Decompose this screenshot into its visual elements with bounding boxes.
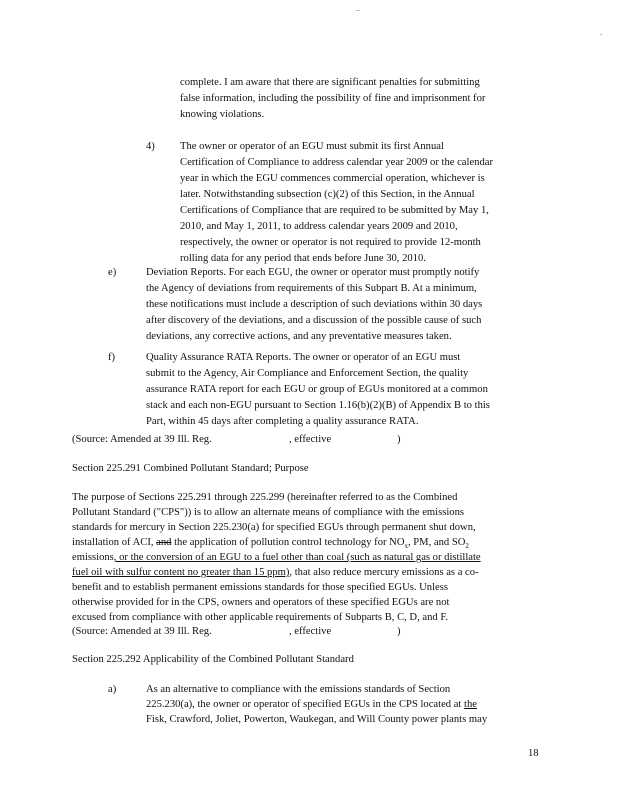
text-line: later. Notwithstanding subsection (c)(2) of this Section, in the Annual <box>180 189 475 200</box>
text-line: knowing violations. <box>180 109 265 120</box>
section-heading: Section 225.292 Applicability of the Combined Pollutant Standard <box>72 654 354 665</box>
text-line: As an alternative to compliance with the emissions standards of Section <box>146 684 451 695</box>
source-close: ) <box>397 626 401 637</box>
source-text: (Source: Amended at 39 Ill. Reg. <box>72 626 212 637</box>
text-line: 2010, and May 1, 2011, to address calendar years 2009 and 2010, <box>180 221 458 232</box>
subsection-label: a) <box>108 684 117 695</box>
text-line: year in which the EGU commences commercial operation, whichever is <box>180 173 485 184</box>
text-line: complete. I am aware that there are significant penalties for submitting <box>180 77 480 88</box>
text-line: excused from compliance with other applicable requirements of Subparts B, C, D, and F. <box>72 612 449 623</box>
text-line: false information, including the possibility of fine and imprisonment for <box>180 93 486 104</box>
text-line: benefit and to establish permanent emissions standards for those specified EGUs. Unless <box>72 582 448 593</box>
text-line: Part, within 45 days after completing a quality assurance RATA. <box>146 416 419 427</box>
text-run: installation of ACI, <box>72 537 157 548</box>
source-effective: , effective <box>289 626 332 637</box>
section-heading: Section 225.291 Combined Pollutant Standard; Purpose <box>72 463 309 474</box>
inserted-text: fuel oil with sulfur content no greater than 15 ppm) <box>72 567 290 578</box>
text-line: otherwise provided for in the CPS, owners and operators of these specified EGUs are not <box>72 597 450 608</box>
subsection-label: e) <box>108 267 117 278</box>
text-run: emissions <box>72 552 114 563</box>
text-line <box>72 565 479 580</box>
text-line: assurance RATA report for each EGU or group of EGUs monitored at a common <box>146 384 488 395</box>
margin-mark: . <box>600 28 602 37</box>
text-line: stack and each non-EGU pursuant to Section 1.16(b)(2)(B) of Appendix B to this <box>146 400 490 411</box>
source-effective: , effective <box>289 434 332 445</box>
text-line: standards for mercury in Section 225.230(a) for specified EGUs through permanent shut down, <box>72 522 476 533</box>
subsection-label: 4) <box>146 141 155 152</box>
text-line <box>72 550 481 565</box>
text-run: , that also reduce mercury emissions as a co- <box>289 567 479 578</box>
text-line: Deviation Reports. For each EGU, the owner or operator must promptly notify <box>146 267 480 278</box>
text-line: respectively, the owner or operator is not required to provide 12-month <box>180 237 481 248</box>
text-line <box>146 697 477 712</box>
text-line: after discovery of the deviations, and a discussion of the possible cause of such <box>146 315 482 326</box>
text-line: Certification of Compliance to address calendar year 2009 or the calendar <box>180 157 493 168</box>
text-line: the Agency of deviations from requirements of this Subpart B. At a minimum, <box>146 283 477 294</box>
text-line: rolling data for any period that ends before June 30, 2010. <box>180 253 426 264</box>
subscript: x <box>404 542 408 551</box>
text-line: submit to the Agency, Air Compliance and Enforcement Section, the quality <box>146 368 469 379</box>
text-line: deviations, any corrective actions, and any preventative measures taken. <box>146 331 452 342</box>
header-mark: .. <box>356 4 360 13</box>
text-run: 225.230(a), the owner or operator of specified EGUs in the CPS located at <box>146 699 465 710</box>
text-line: Fisk, Crawford, Joliet, Powerton, Waukegan, and Will County power plants may <box>146 714 488 725</box>
text-line: Quality Assurance RATA Reports. The owner or operator of an EGU must <box>146 352 461 363</box>
text-line: The purpose of Sections 225.291 through 225.299 (hereinafter referred to as the Combined <box>72 492 458 503</box>
inserted-text: the <box>464 699 477 710</box>
page-number: 18 <box>528 748 539 759</box>
text-run: , PM, and SO <box>407 537 466 548</box>
text-line: Pollutant Standard ("CPS")) is to allow an alternate means of compliance with the emissions <box>72 507 465 518</box>
source-text: (Source: Amended at 39 Ill. Reg. <box>72 434 212 445</box>
text-run: the application of pollution control technology for NO <box>171 537 405 548</box>
struck-text: and <box>156 537 172 548</box>
text-line: Certifications of Compliance that are required to be submitted by May 1, <box>180 205 489 216</box>
inserted-text: , or the conversion of an EGU to a fuel other than coal (such as natural gas or distillate <box>113 552 481 563</box>
subsection-label: f) <box>108 352 116 363</box>
text-line: these notifications must include a description of such deviations within 30 days <box>146 299 483 310</box>
text-line <box>72 535 469 550</box>
text-line: The owner or operator of an EGU must submit its first Annual <box>180 141 444 152</box>
source-close: ) <box>397 434 401 445</box>
subscript: 2 <box>465 542 469 551</box>
